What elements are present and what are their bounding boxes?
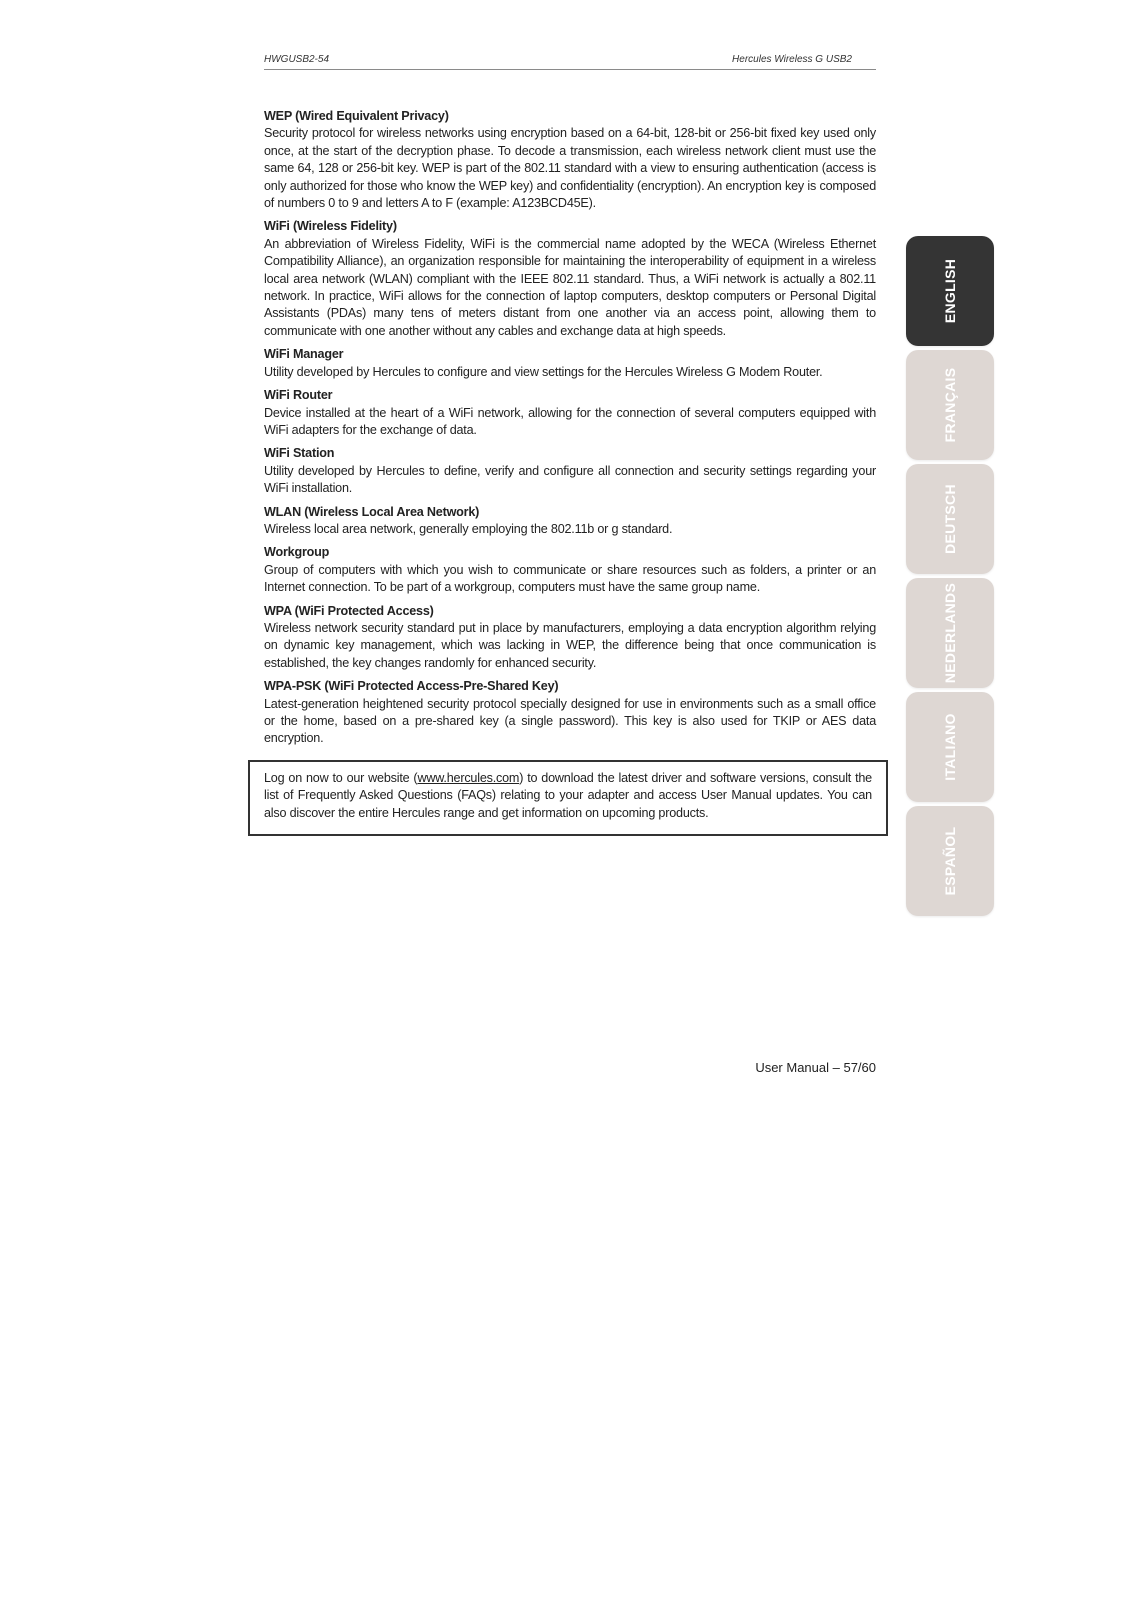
glossary-entry [264, 346, 876, 381]
glossary-term: WiFi Router [264, 388, 333, 403]
language-tab-espanol[interactable] [906, 806, 994, 916]
language-tab-nederlands[interactable] [906, 578, 994, 688]
website-notice-box [248, 760, 888, 836]
glossary-term: WPA-PSK (WiFi Protected Access-Pre-Shared Key) [264, 679, 559, 694]
glossary-entry [264, 544, 876, 596]
notice-text-end: ) to download the latest driver and software versions, consult the list of Frequently Asked Questions (FAQs) relating to your adapter and access User Manual updates. You can also discover the entire Hercules range and get information on upcoming products. [264, 771, 872, 820]
language-tab-deutsch[interactable] [906, 464, 994, 574]
language-tab-italiano[interactable] [906, 692, 994, 802]
glossary-definition: Wireless local area network, generally employing the 802.11b or g standard. [264, 521, 673, 536]
glossary-entry [264, 678, 876, 748]
glossary-entry [264, 445, 876, 497]
glossary [264, 108, 876, 754]
hercules-website-link[interactable]: www.hercules.com [417, 771, 520, 785]
glossary-term: WPA (WiFi Protected Access) [264, 603, 434, 618]
glossary-term: Workgroup [264, 545, 330, 560]
page-header [264, 53, 876, 70]
glossary-entry [264, 218, 876, 340]
glossary-definition: Wireless network security standard put in place by manufacturers, employing a data encryption algorithm relying on dynamic key management, which was lacking in WEP, the difference being that once communication is established, the key changes randomly for enhanced security. [264, 620, 876, 670]
notice-text-start: Log on now to our website ( [264, 771, 418, 785]
language-tab-label: ITALIANO [942, 713, 958, 781]
glossary-entry [264, 603, 876, 673]
glossary-definition: An abbreviation of Wireless Fidelity, WiFi is the commercial name adopted by the WECA (Wireless Ethernet Compatibility Alliance), an organization responsible for maintaining the interoperability of equipment in a wireless local area network (WLAN) compliant with the IEEE 802.11 standard. Thus, a WiFi network is actually a 802.11 network. In practice, WiFi allows for the connection of laptop computers, desktop computers or Personal Digital Assistants (PDAs) many tens of meters distant from one another via an access point, allowing them to communicate with one another without any cables and exchange data at high speeds. [264, 236, 876, 338]
glossary-definition: Utility developed by Hercules to define, verify and configure all connection and security settings regarding your WiFi installation. [264, 463, 876, 496]
glossary-term: WEP (Wired Equivalent Privacy) [264, 109, 449, 123]
glossary-entry [264, 504, 876, 539]
language-tab-label: NEDERLANDS [942, 582, 958, 684]
language-tab-english[interactable] [906, 236, 994, 346]
language-tab-label: DEUTSCH [942, 484, 958, 554]
glossary-definition: Security protocol for wireless networks using encryption based on a 64-bit, 128-bit or 256-bit fixed key used only once, at the start of the decryption phase. To decode a transmission, each wireless network client must use the same 64, 128 or 256-bit key. WEP is part of the 802.11 standard with a view to ensuring authentication (access is only authorized for those who know the WEP key) and confidentiality (encryption). An encryption key is composed of numbers 0 to 9 and letters A to F (example: A123BCD45E). [264, 126, 876, 211]
glossary-definition: Latest-generation heightened security protocol specially designed for use in environments such as a small office or the home, based on a pre-shared key (a single password). This key is also used for TKIP or AES data encryption. [264, 696, 876, 746]
header-model: HWGUSB2-54 [264, 54, 330, 65]
language-tab-label: ENGLISH [942, 258, 958, 324]
page-number: User Manual – 57/60 [755, 1060, 876, 1075]
glossary-entry [264, 387, 876, 439]
language-tab-francais[interactable] [906, 350, 994, 460]
glossary-definition: Utility developed by Hercules to configure and view settings for the Hercules Wireless G Modem Router. [264, 364, 823, 379]
glossary-entry [264, 108, 876, 212]
header-product: Hercules Wireless G USB2 [732, 54, 852, 65]
language-tab-label: FRANÇAIS [942, 367, 958, 443]
glossary-definition: Device installed at the heart of a WiFi network, allowing for the connection of several computers equipped with WiFi adapters for the exchange of data. [264, 405, 876, 437]
glossary-term: WiFi (Wireless Fidelity) [264, 219, 397, 234]
glossary-term: WLAN (Wireless Local Area Network) [264, 504, 480, 519]
language-tab-label: ESPAÑOL [942, 826, 958, 896]
glossary-definition: Group of computers with which you wish to communicate or share resources such as folders, a printer or an Internet connection. To be part of a workgroup, computers must have the same group name. [264, 562, 876, 595]
glossary-term: WiFi Manager [264, 347, 344, 362]
glossary-term: WiFi Station [264, 446, 335, 461]
